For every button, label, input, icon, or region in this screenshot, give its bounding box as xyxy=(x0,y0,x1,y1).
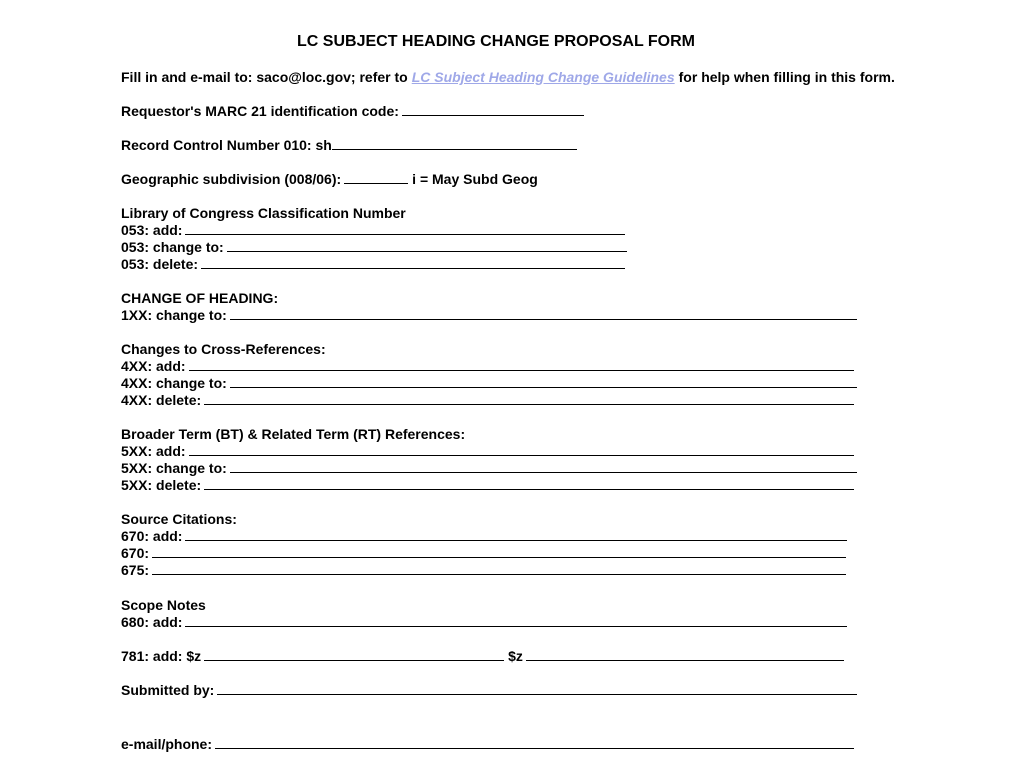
lcc-add-row xyxy=(121,222,625,239)
scope-add-row xyxy=(121,614,847,631)
lcc-delete-label: 053: delete: xyxy=(121,256,199,272)
guidelines-link[interactable]: LC Subject Heading Change Guidelines xyxy=(411,69,675,85)
lcc-heading: Library of Congress Classification Number xyxy=(121,205,406,221)
heading-change-blank[interactable] xyxy=(230,307,857,320)
geo-subdivision-note: i = May Subd Geog xyxy=(412,171,538,187)
cross-refs-delete-blank[interactable] xyxy=(204,392,854,405)
lcc-change-row xyxy=(121,239,627,256)
cross-refs-delete-label: 4XX: delete: xyxy=(121,392,202,408)
submitted-by-blank[interactable] xyxy=(217,682,857,695)
scope-heading: Scope Notes xyxy=(121,597,206,613)
submitted-by-row xyxy=(121,682,857,699)
instructions-line xyxy=(121,69,895,86)
cross-refs-change-label: 4XX: change to: xyxy=(121,375,227,391)
bt-rt-delete-blank[interactable] xyxy=(204,477,854,490)
sources-670-label: 670: xyxy=(121,545,150,561)
geo-subdivision-blank[interactable] xyxy=(344,171,408,184)
cross-refs-delete-row xyxy=(121,392,854,409)
record-control-row xyxy=(121,137,577,154)
email-phone-row xyxy=(121,736,854,753)
record-control-label: Record Control Number 010: sh xyxy=(121,137,332,153)
email-phone-blank[interactable] xyxy=(215,736,854,749)
sources-670-add-row xyxy=(121,528,847,545)
lcc-add-label: 053: add: xyxy=(121,222,183,238)
bt-rt-delete-row xyxy=(121,477,854,494)
cross-refs-change-blank[interactable] xyxy=(230,375,857,388)
lcc-add-blank[interactable] xyxy=(185,222,625,235)
lcc-delete-row xyxy=(121,256,625,273)
instructions-suffix: for help when filling in this form. xyxy=(678,69,895,85)
cross-refs-change-row xyxy=(121,375,857,392)
scope-add-blank[interactable] xyxy=(185,614,847,627)
heading-change-label: 1XX: change to: xyxy=(121,307,227,323)
marc-code-blank[interactable] xyxy=(402,103,584,116)
cross-refs-add-blank[interactable] xyxy=(189,358,854,371)
sources-675-label: 675: xyxy=(121,562,150,578)
sources-675-row xyxy=(121,562,846,579)
bt-rt-change-row xyxy=(121,460,857,477)
cross-refs-add-row xyxy=(121,358,854,375)
bt-rt-heading: Broader Term (BT) & Related Term (RT) References: xyxy=(121,426,466,442)
marc-code-label: Requestor's MARC 21 identification code: xyxy=(121,103,399,119)
bt-rt-add-blank[interactable] xyxy=(189,443,854,456)
geo-subdivision-label: Geographic subdivision (008/06): xyxy=(121,171,342,187)
cross-refs-heading: Changes to Cross-References: xyxy=(121,341,326,357)
instructions-prefix: Fill in and e-mail to: saco@loc.gov; refer to xyxy=(121,69,408,85)
bt-rt-delete-label: 5XX: delete: xyxy=(121,477,202,493)
scope-add-label: 680: add: xyxy=(121,614,183,630)
submitted-by-label: Submitted by: xyxy=(121,682,215,698)
field-781-label: 781: add: $z xyxy=(121,648,202,664)
heading-change-row xyxy=(121,307,857,324)
page-title: LC SUBJECT HEADING CHANGE PROPOSAL FORM xyxy=(297,33,695,50)
sources-670-add-blank[interactable] xyxy=(185,528,847,541)
bt-rt-change-label: 5XX: change to: xyxy=(121,460,227,476)
sources-670-blank[interactable] xyxy=(152,545,846,558)
email-phone-label: e-mail/phone: xyxy=(121,736,213,752)
geo-subdivision-row xyxy=(121,171,538,188)
sources-670-row xyxy=(121,545,846,562)
lcc-change-blank[interactable] xyxy=(227,239,627,252)
bt-rt-add-label: 5XX: add: xyxy=(121,443,186,459)
lcc-change-label: 053: change to: xyxy=(121,239,224,255)
record-control-blank[interactable] xyxy=(332,137,577,150)
cross-refs-add-label: 4XX: add: xyxy=(121,358,186,374)
heading-change-heading: CHANGE OF HEADING: xyxy=(121,290,279,306)
bt-rt-change-blank[interactable] xyxy=(230,460,857,473)
field-781-blank-2[interactable] xyxy=(526,648,844,661)
field-781-row xyxy=(121,648,844,665)
field-781-blank-1[interactable] xyxy=(204,648,504,661)
sources-670-add-label: 670: add: xyxy=(121,528,183,544)
sources-heading: Source Citations: xyxy=(121,511,237,527)
bt-rt-add-row xyxy=(121,443,854,460)
marc-code-row xyxy=(121,103,584,120)
lcc-delete-blank[interactable] xyxy=(201,256,625,269)
field-781-z2-label: $z xyxy=(508,648,523,664)
sources-675-blank[interactable] xyxy=(152,562,846,575)
